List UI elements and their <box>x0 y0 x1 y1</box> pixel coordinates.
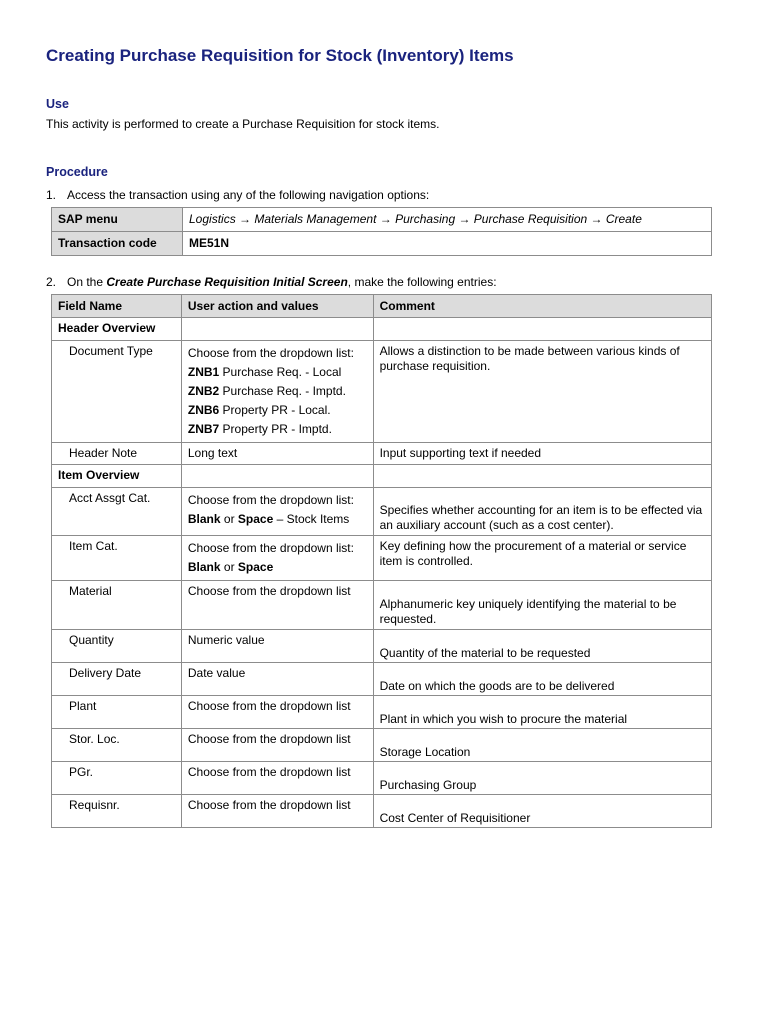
plant-action: Choose from the dropdown list <box>181 696 373 729</box>
document-type-action <box>181 341 373 443</box>
header-note-action: Long text <box>181 443 373 465</box>
pgr-action: Choose from the dropdown list <box>181 762 373 795</box>
header-overview-label: Header Overview <box>52 318 182 341</box>
step-2-screen-name: Create Purchase Requisition Initial Screen <box>106 275 348 289</box>
requisnr-field: Requisnr. <box>52 795 182 828</box>
delivery-date-field: Delivery Date <box>52 663 182 696</box>
option-znb7: ZNB7 Property PR - Imptd. <box>187 422 332 436</box>
stor-loc-comment: Storage Location <box>373 729 711 762</box>
table-cell <box>373 465 711 488</box>
table-row <box>52 318 712 341</box>
material-field: Material <box>52 581 182 630</box>
table-row <box>52 208 712 232</box>
quantity-field: Quantity <box>52 630 182 663</box>
material-comment: Alphanumeric key uniquely identifying the material to be requested. <box>373 581 711 630</box>
pgr-field: PGr. <box>52 762 182 795</box>
acct-assgt-comment: Specifies whether accounting for an item is to be effected via an auxiliary account (such as a cost center). <box>373 488 711 536</box>
header-note-field: Header Note <box>52 443 182 465</box>
step-1-text: Access the transaction using any of the following navigation options: <box>67 188 430 202</box>
column-header-field-name: Field Name <box>52 295 182 318</box>
requisnr-comment: Cost Center of Requisitioner <box>373 795 711 828</box>
use-text: This activity is performed to create a Purchase Requisition for stock items. <box>46 117 440 131</box>
requisnr-action: Choose from the dropdown list <box>181 795 373 828</box>
column-header-user-action: User action and values <box>181 295 373 318</box>
table-row <box>52 795 712 828</box>
step-2-number: 2. <box>46 275 57 289</box>
use-heading: Use <box>46 97 69 111</box>
table-row <box>52 663 712 696</box>
quantity-action: Numeric value <box>181 630 373 663</box>
document-type-comment: Allows a distinction to be made between various kinds of purchase requisition. <box>373 341 711 443</box>
option-znb2: ZNB2 Purchase Req. - Imptd. <box>187 384 346 398</box>
document-type-field: Document Type <box>52 341 182 443</box>
table-row <box>52 443 712 465</box>
quantity-comment: Quantity of the material to be requested <box>373 630 711 663</box>
stor-loc-action: Choose from the dropdown list <box>181 729 373 762</box>
step-1 <box>46 188 429 202</box>
item-cat-comment: Key defining how the procurement of a material or service item is controlled. <box>373 536 711 581</box>
option-znb1: ZNB1 Purchase Req. - Local <box>187 365 342 379</box>
table-row <box>52 536 712 581</box>
table-cell <box>181 318 373 341</box>
plant-field: Plant <box>52 696 182 729</box>
acct-assgt-field: Acct Assgt Cat. <box>52 488 182 536</box>
table-row <box>52 696 712 729</box>
delivery-date-comment: Date on which the goods are to be delivered <box>373 663 711 696</box>
delivery-date-action: Date value <box>181 663 373 696</box>
transaction-code-label: Transaction code <box>52 232 183 256</box>
stor-loc-field: Stor. Loc. <box>52 729 182 762</box>
sap-menu-label: SAP menu <box>52 208 183 232</box>
table-row <box>52 630 712 663</box>
acct-assgt-action: Choose from the dropdown list: Blank or Space – Stock Items <box>181 488 373 536</box>
pgr-comment: Purchasing Group <box>373 762 711 795</box>
option-znb6: ZNB6 Property PR - Local. <box>187 403 331 417</box>
table-cell <box>373 318 711 341</box>
table-row <box>52 762 712 795</box>
material-action: Choose from the dropdown list <box>181 581 373 630</box>
table-row <box>52 581 712 630</box>
header-note-comment: Input supporting text if needed <box>373 443 711 465</box>
table-row <box>52 465 712 488</box>
step-2-post: , make the following entries: <box>347 275 497 289</box>
item-cat-field: Item Cat. <box>52 536 182 581</box>
column-header-comment: Comment <box>373 295 711 318</box>
page-title: Creating Purchase Requisition for Stock (Inventory) Items <box>46 46 514 65</box>
table-row <box>52 488 712 536</box>
table-row <box>52 232 712 256</box>
action-intro: Choose from the dropdown list: <box>187 346 354 360</box>
step-2-pre: On the <box>67 275 107 289</box>
entries-table <box>51 294 712 828</box>
item-cat-action: Choose from the dropdown list: Blank or Space <box>181 536 373 581</box>
step-2 <box>46 275 497 289</box>
sap-menu-path: Logistics → Materials Management → Purchasing → Purchase Requisition → Create <box>183 208 712 232</box>
step-1-number: 1. <box>46 188 57 202</box>
table-header-row <box>52 295 712 318</box>
procedure-heading: Procedure <box>46 165 108 179</box>
table-row <box>52 729 712 762</box>
plant-comment: Plant in which you wish to procure the material <box>373 696 711 729</box>
transaction-code-value: ME51N <box>183 232 712 256</box>
table-cell <box>181 465 373 488</box>
table-row <box>52 341 712 443</box>
item-overview-label: Item Overview <box>52 465 182 488</box>
navigation-table <box>51 207 712 256</box>
